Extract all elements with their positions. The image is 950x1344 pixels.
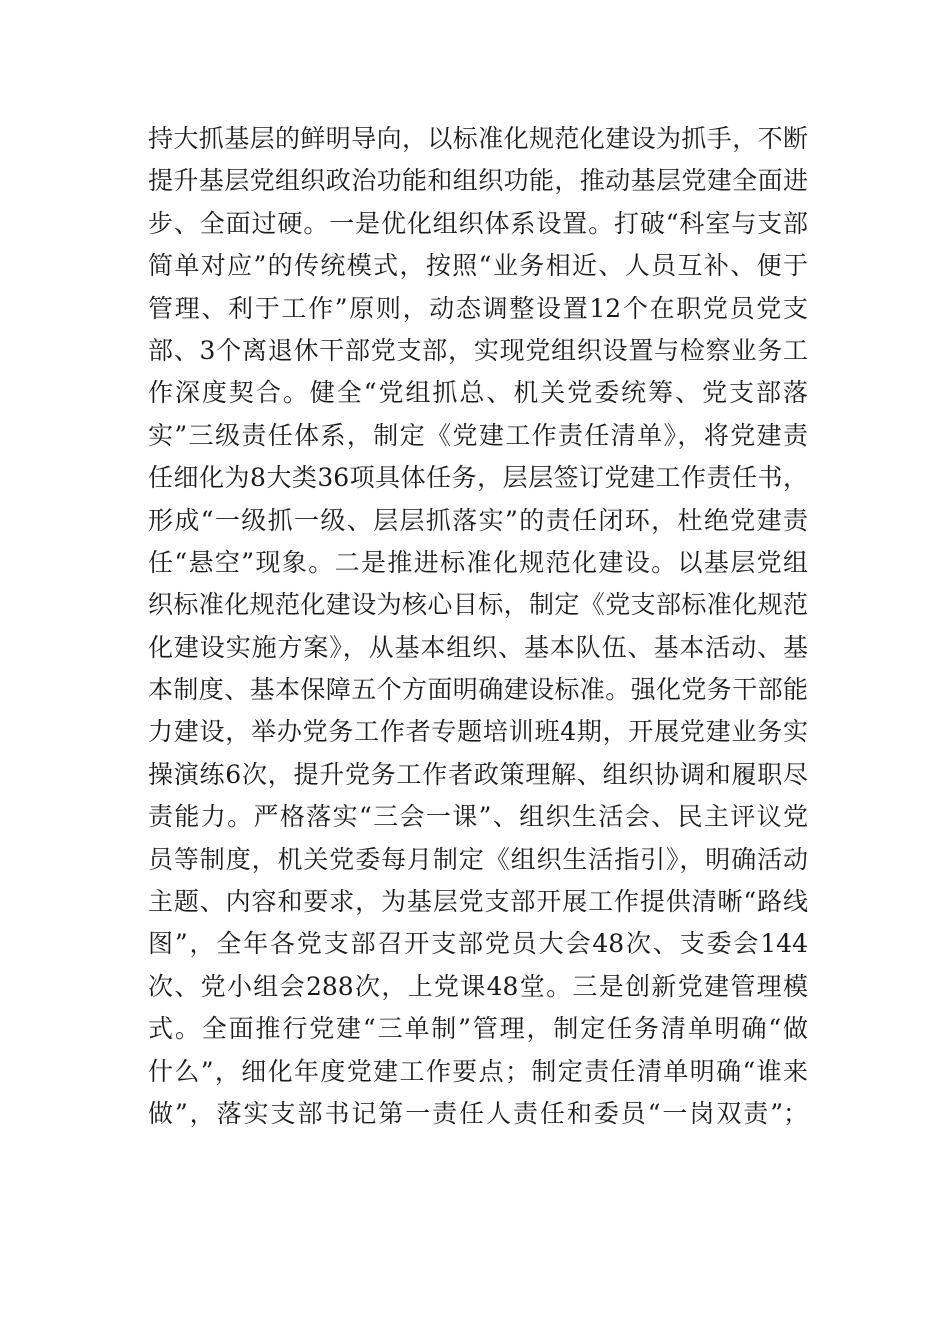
paragraph-line: 员等制度，机关党委每月制定《组织生活指引》，明确活动 bbox=[148, 844, 808, 874]
paragraph-line: 提升基层党组织政治功能和组织功能，推动基层党建全面进 bbox=[148, 166, 808, 196]
paragraph-line: 步、全面过硬。一是优化组织体系设置。打破“科室与支部 bbox=[148, 208, 808, 238]
paragraph-line: 任细化为8大类36项具体任务，层层签订党建工作责任书， bbox=[148, 463, 808, 493]
paragraph-line: 力建设，举办党务工作者专题培训班4期，开展党建业务实 bbox=[148, 717, 808, 747]
paragraph-line: 部、3个离退休干部党支部，实现党组织设置与检察业务工 bbox=[148, 335, 808, 365]
paragraph-line: 操演练6次，提升党务工作者政策理解、组织协调和履职尽 bbox=[148, 759, 808, 789]
paragraph-line: 化建设实施方案》，从基本组织、基本队伍、基本活动、基 bbox=[148, 632, 808, 662]
paragraph-line: 责能力。严格落实“三会一课”、组织生活会、民主评议党 bbox=[148, 802, 808, 832]
paragraph-line: 作深度契合。健全“党组抓总、机关党委统筹、党支部落 bbox=[148, 378, 808, 408]
paragraph-line: 什么”，细化年度党建工作要点；制定责任清单明确“谁来 bbox=[148, 1056, 808, 1086]
paragraph-line: 织标准化规范化建设为核心目标，制定《党支部标准化规范 bbox=[148, 590, 808, 620]
body-paragraph bbox=[148, 118, 808, 1135]
paragraph-line: 本制度、基本保障五个方面明确建设标准。强化党务干部能 bbox=[148, 675, 808, 705]
paragraph-line: 形成“一级抓一级、层层抓落实”的责任闭环，杜绝党建责 bbox=[148, 505, 808, 535]
paragraph-line: 式。全面推行党建“三单制”管理，制定任务清单明确“做 bbox=[148, 1014, 808, 1044]
paragraph-line: 实”三级责任体系，制定《党建工作责任清单》，将党建责 bbox=[148, 420, 808, 450]
paragraph-line: 主题、内容和要求，为基层党支部开展工作提供清晰“路线 bbox=[148, 887, 808, 917]
paragraph-line: 管理、利于工作”原则，动态调整设置12个在职党员党支 bbox=[148, 293, 808, 323]
paragraph-line: 简单对应”的传统模式，按照“业务相近、人员互补、便于 bbox=[148, 251, 808, 281]
paragraph-line: 持大抓基层的鲜明导向，以标准化规范化建设为抓手，不断 bbox=[148, 124, 808, 153]
paragraph-line: 做”，落实支部书记第一责任人责任和委员“一岗双责”； bbox=[148, 1098, 808, 1128]
paragraph-line: 任“悬空”现象。二是推进标准化规范化建设。以基层党组 bbox=[148, 547, 808, 577]
paragraph-line: 次、党小组会288次，上党课48堂。三是创新党建管理模 bbox=[148, 971, 808, 1001]
paragraph-line: 图”，全年各党支部召开支部党员大会48次、支委会144 bbox=[148, 929, 808, 959]
